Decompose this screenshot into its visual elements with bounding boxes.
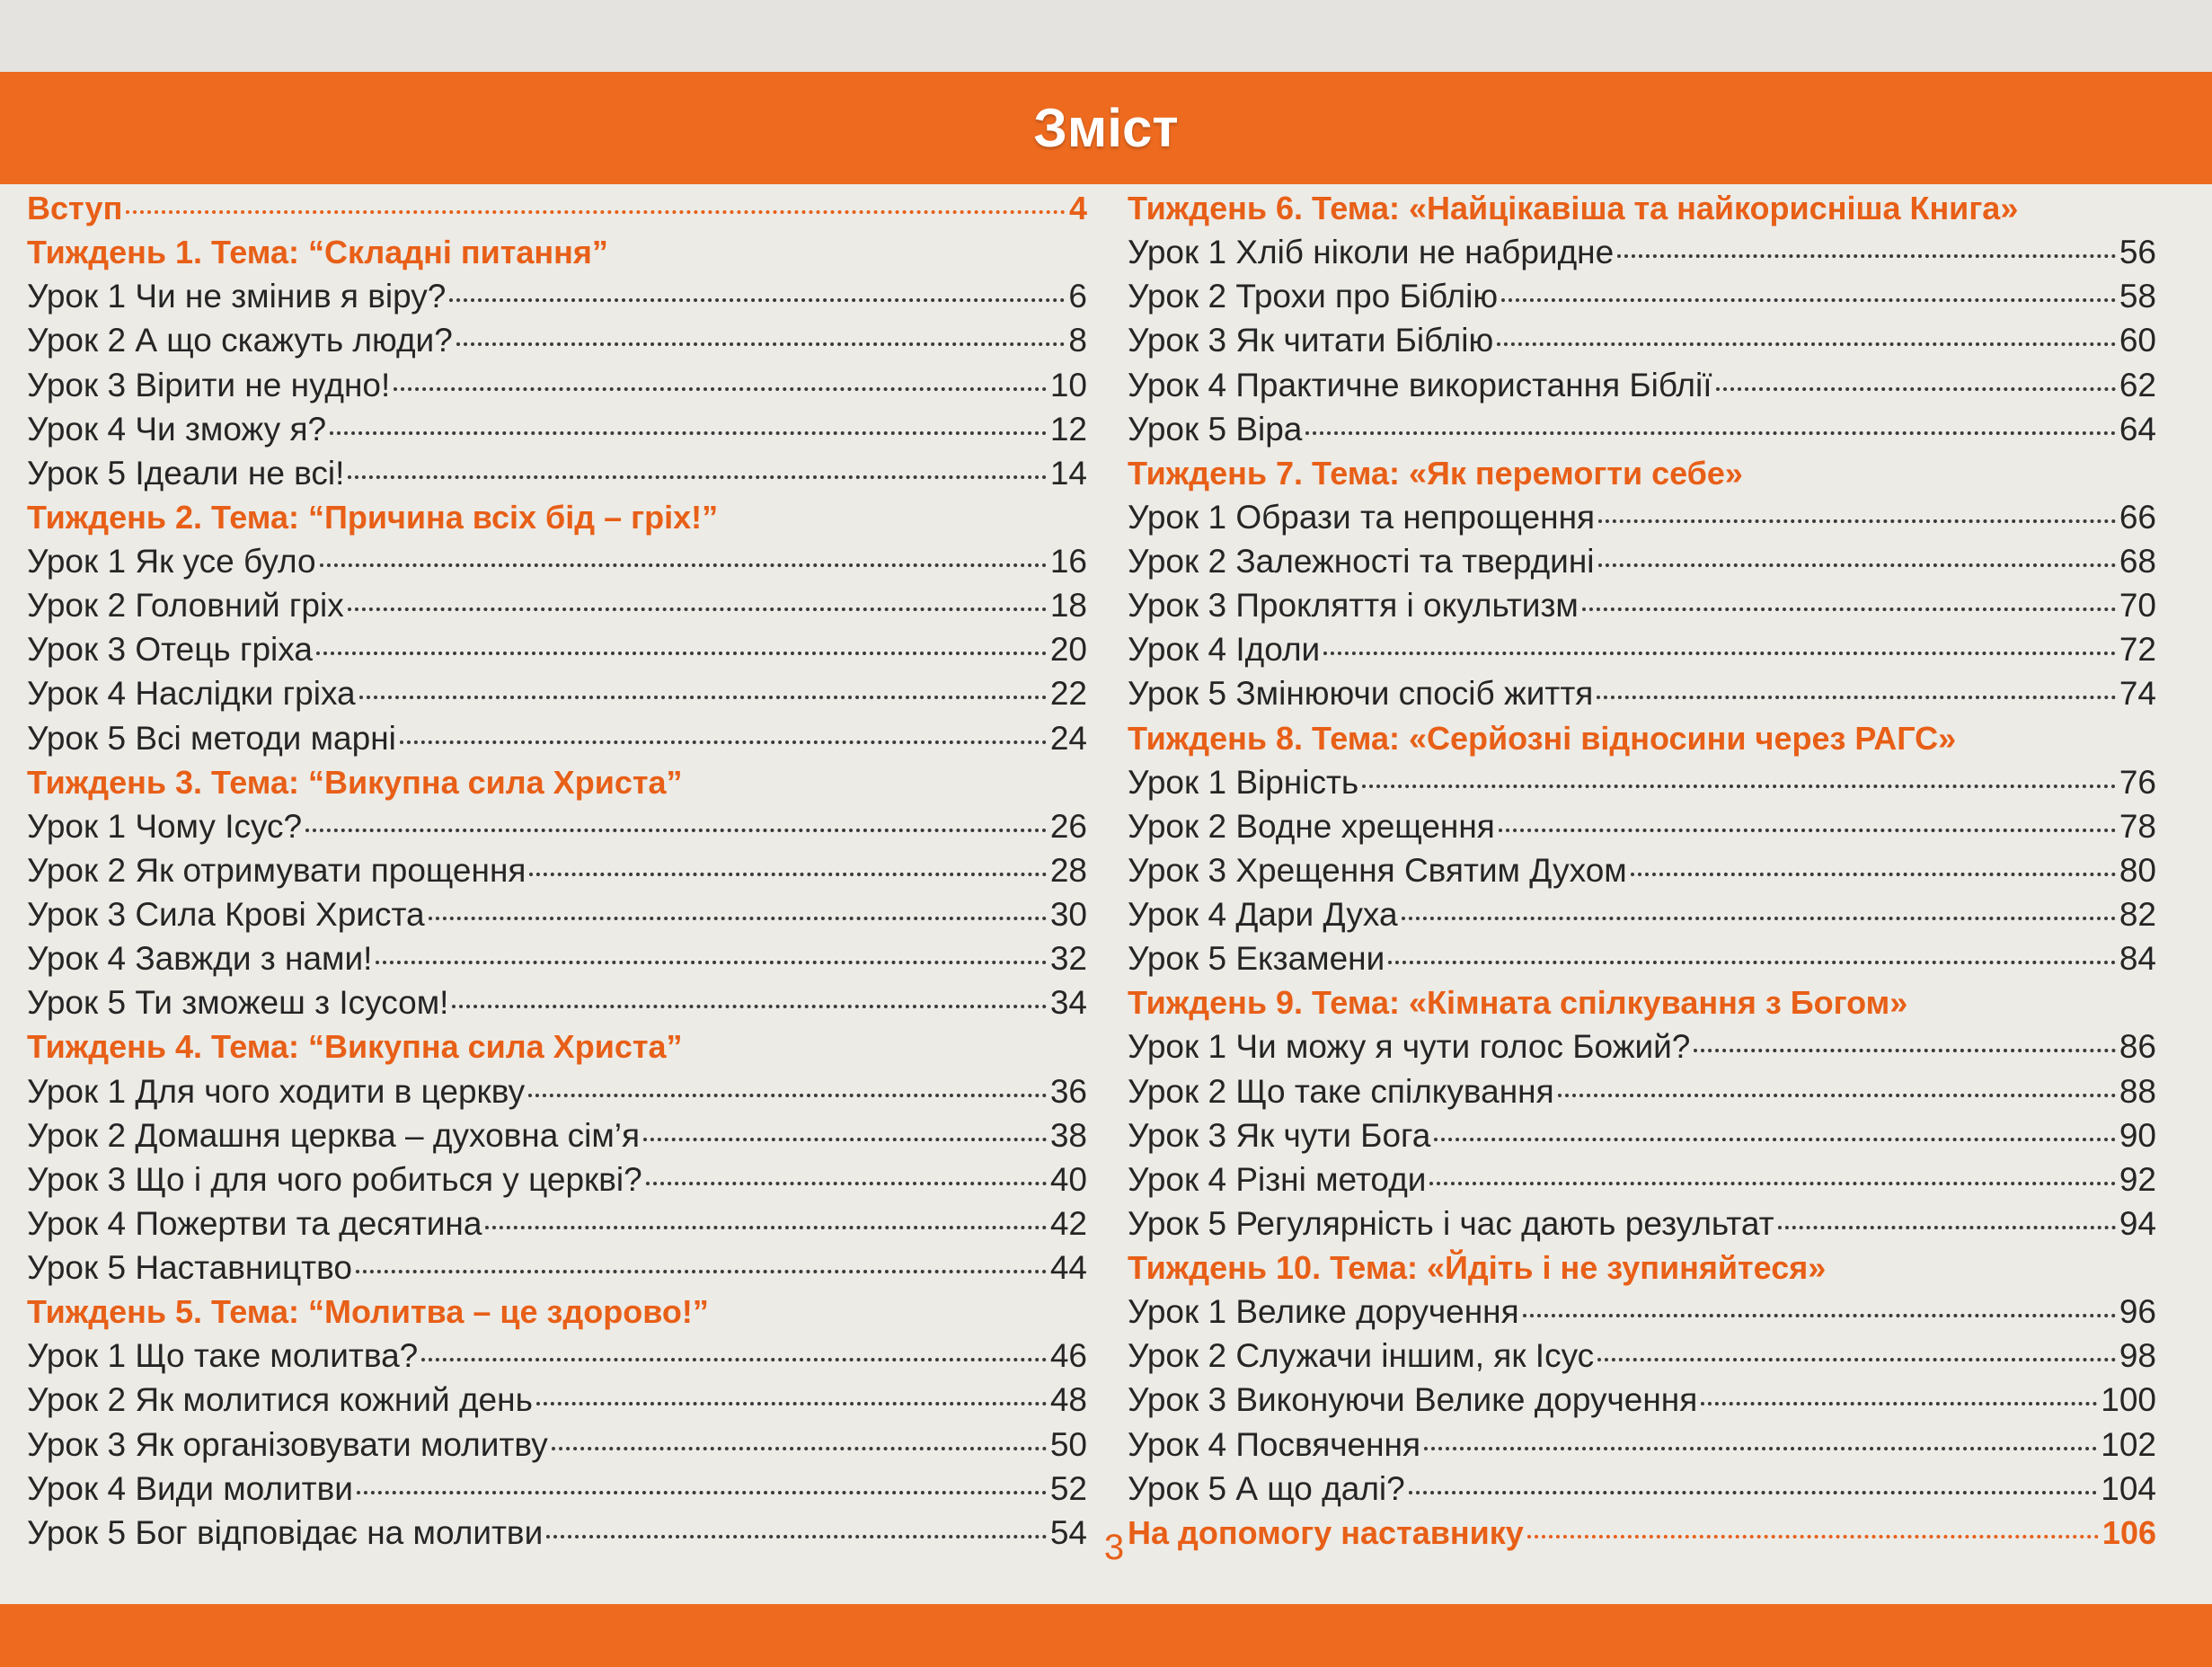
toc-label: Тиждень 5. Тема: “Молитва – це здорово!”	[27, 1293, 709, 1331]
toc-label: Урок 5 Віра	[1128, 410, 1303, 448]
toc-page-number: 68	[2119, 543, 2156, 580]
toc-label: Урок 5 Змінюючи спосіб життя	[1128, 675, 1594, 713]
toc-entry	[27, 1247, 1087, 1289]
toc-entry	[1128, 541, 2156, 582]
toc-label: Тиждень 8. Тема: «Серйозні відносини через РАГС»	[1128, 719, 1957, 757]
toc-entry	[27, 673, 1087, 714]
toc-label: Урок 3 Отець гріха	[27, 631, 313, 669]
toc-label: Урок 5 А що далі?	[1128, 1469, 1405, 1507]
toc-page-number: 28	[1049, 851, 1087, 889]
toc-entry	[1128, 1071, 2156, 1113]
toc-page-number: 50	[1049, 1425, 1087, 1463]
toc-entry	[1128, 276, 2156, 317]
toc-page-number: 36	[1049, 1072, 1087, 1110]
toc-page-number: 98	[2119, 1337, 2156, 1375]
dot-leader	[1388, 961, 2116, 964]
toc-page-number: 12	[1049, 410, 1087, 448]
toc-page-number: 102	[2101, 1425, 2156, 1463]
toc-page-number: 74	[2119, 675, 2156, 713]
dot-leader	[305, 829, 1047, 832]
toc-page-number: 4	[1068, 190, 1087, 226]
toc-page-number: 86	[2119, 1028, 2156, 1066]
toc-page-number: 64	[2119, 410, 2156, 448]
toc-page-number: 92	[2119, 1160, 2156, 1198]
dot-leader	[449, 298, 1065, 302]
toc-entry	[1128, 365, 2156, 406]
toc-page-number: 48	[1049, 1381, 1087, 1419]
toc-label: Урок 1 Для чого ходити в церкву	[27, 1072, 526, 1110]
toc-label: Урок 1 Чому Ісус?	[27, 807, 303, 845]
dot-leader	[1409, 1491, 2098, 1494]
dot-leader	[356, 1270, 1047, 1273]
toc-label: Урок 3 Як чути Бога	[1128, 1116, 1431, 1154]
dot-leader	[536, 1402, 1047, 1405]
toc-label: Тиждень 6. Тема: «Найцікавіша та найкорисніша Книга»	[1128, 190, 2019, 226]
dot-leader	[1716, 387, 2116, 391]
toc-page-number: 106	[2101, 1513, 2156, 1551]
toc-label: Урок 2 Як отримувати прощення	[27, 851, 526, 889]
toc-label: Урок 1 Що таке молитва?	[27, 1337, 419, 1375]
toc-page-number: 62	[2119, 366, 2156, 403]
toc-entry	[27, 1379, 1087, 1421]
toc-entry	[27, 982, 1087, 1024]
toc-page-number: 56	[2119, 234, 2156, 271]
toc-entry	[1128, 1335, 2156, 1377]
dot-leader	[126, 210, 1066, 214]
dot-leader	[320, 563, 1047, 567]
toc-label: Урок 3 Сила Крові Христа	[27, 896, 425, 933]
toc-page-number: 104	[2101, 1469, 2156, 1507]
toc-label: Урок 1 Чи не змінив я віру?	[27, 278, 447, 315]
toc-page-number: 10	[1049, 366, 1087, 403]
toc-label: Урок 5 Бог відповідає на молитви	[27, 1513, 544, 1551]
dot-leader	[456, 342, 1066, 346]
dot-leader	[528, 1094, 1047, 1097]
toc-page-number: 60	[2119, 322, 2156, 359]
toc-label: Урок 3 Що і для чого робиться у церкві?	[27, 1160, 642, 1198]
toc-page-number: 66	[2119, 498, 2156, 536]
toc-section-heading	[27, 497, 1087, 538]
toc-entry	[1128, 1379, 2156, 1421]
toc-label: Тиждень 9. Тема: «Кімната спілкування з Богом»	[1128, 984, 1908, 1022]
toc-entry	[1128, 497, 2156, 538]
toc-section-heading	[1128, 982, 2156, 1024]
toc-label: Урок 2 Водне хрещення	[1128, 807, 1495, 845]
toc-entry	[1128, 806, 2156, 847]
toc-label: Урок 3 Хрещення Святим Духом	[1128, 851, 1627, 889]
toc-label: Урок 5 Регулярність і час дають результат	[1128, 1204, 1774, 1242]
toc-page-number: 84	[2119, 940, 2156, 978]
dot-leader	[485, 1226, 1046, 1229]
dot-leader	[421, 1358, 1047, 1361]
footer-bar	[0, 1604, 2212, 1667]
page-number: 3	[1103, 1528, 1125, 1567]
dot-leader	[1499, 829, 2116, 832]
toc-entry	[27, 629, 1087, 670]
toc-label: Тиждень 10. Тема: «Йдіть і не зупиняйтеся»	[1128, 1249, 1827, 1286]
toc-page-number: 38	[1049, 1116, 1087, 1154]
toc-label: Урок 1 Чи можу я чути голос Божий?	[1128, 1028, 1691, 1066]
page-top-edge	[0, 0, 2212, 76]
toc-entry	[1128, 629, 2156, 670]
toc-page-number: 16	[1049, 543, 1087, 580]
toc-entry	[1128, 1026, 2156, 1068]
dot-leader	[1617, 254, 2116, 258]
toc-label: Урок 2 Головний гріх	[27, 587, 344, 625]
dot-leader	[316, 652, 1047, 655]
toc-page-number: 24	[1049, 719, 1087, 757]
dot-leader	[646, 1182, 1047, 1185]
toc-entry	[27, 938, 1087, 980]
toc-section-heading	[27, 188, 1087, 229]
toc-label: Урок 2 Трохи про Біблію	[1128, 278, 1499, 315]
toc-entry	[1128, 232, 2156, 273]
dot-leader	[552, 1447, 1047, 1450]
toc-entry	[27, 1115, 1087, 1157]
toc-entry	[27, 276, 1087, 317]
toc-page-number: 26	[1049, 807, 1087, 845]
toc-label: Урок 5 Наставництво	[27, 1249, 352, 1286]
toc-page-number: 70	[2119, 587, 2156, 625]
toc-page-number: 8	[1068, 322, 1087, 359]
toc-page-number: 20	[1049, 631, 1087, 669]
dot-leader	[394, 387, 1047, 391]
toc-entry	[1128, 1424, 2156, 1466]
toc-label: Урок 3 Виконуючи Велике доручення	[1128, 1381, 1698, 1419]
toc-section-heading	[1128, 453, 2156, 494]
dot-leader	[1305, 431, 2115, 435]
toc-label: Урок 4 Наслідки гріха	[27, 675, 356, 713]
toc-section-heading	[27, 1026, 1087, 1068]
toc-label: Урок 4 Завжди з нами!	[27, 940, 373, 978]
dot-leader	[357, 1491, 1047, 1494]
toc-page-number: 42	[1049, 1204, 1087, 1242]
dot-leader	[1597, 1358, 2116, 1361]
toc-entry	[27, 850, 1087, 891]
dot-leader	[1694, 1049, 2115, 1052]
dot-leader	[348, 607, 1047, 611]
toc-page-number: 76	[2119, 763, 2156, 801]
dot-leader	[1323, 652, 2116, 655]
toc-label: Урок 5 Екзамени	[1128, 940, 1385, 978]
toc-page-number: 6	[1068, 278, 1087, 315]
toc-page-number: 78	[2119, 807, 2156, 845]
toc-page-number: 22	[1049, 675, 1087, 713]
toc-label: Урок 5 Ти зможеш з Ісусом!	[27, 984, 449, 1022]
toc-entry	[27, 1335, 1087, 1377]
dot-leader	[1598, 563, 2116, 567]
toc-section-heading	[1128, 1247, 2156, 1289]
toc-section-heading	[1128, 188, 2156, 229]
toc-label: Урок 4 Пожертви та десятина	[27, 1204, 482, 1242]
toc-page-number: 14	[1049, 454, 1087, 492]
toc-entry	[27, 1468, 1087, 1510]
toc-entry	[27, 894, 1087, 935]
toc-label: Урок 4 Практичне використання Біблії	[1128, 366, 1712, 403]
toc-page-number: 46	[1049, 1337, 1087, 1375]
toc-entry	[1128, 850, 2156, 891]
toc-entry	[27, 1203, 1087, 1245]
toc-label: Урок 2 Служачи іншим, як Ісус	[1128, 1337, 1595, 1375]
toc-section-heading	[27, 232, 1087, 273]
toc-label: Урок 3 Як організовувати молитву	[27, 1425, 548, 1463]
toc-entry	[1128, 409, 2156, 450]
dot-leader	[1598, 519, 2116, 523]
toc-label: Урок 1 Хліб ніколи не набридне	[1128, 234, 1615, 271]
toc-entry	[27, 409, 1087, 450]
toc-page-number: 52	[1049, 1469, 1087, 1507]
toc-label: Урок 2 А що скажуть люди?	[27, 322, 453, 359]
dot-leader	[1597, 696, 2116, 699]
toc-page-number: 80	[2119, 851, 2156, 889]
dot-leader	[359, 696, 1047, 699]
toc-label: Урок 4 Чи зможу я?	[27, 410, 327, 448]
toc-page-number: 58	[2119, 278, 2156, 315]
toc-label: Урок 3 Як читати Біблію	[1128, 322, 1494, 359]
dot-leader	[1402, 917, 2116, 920]
dot-leader	[1778, 1226, 2116, 1229]
toc-entry	[27, 718, 1087, 759]
toc-label: Тиждень 2. Тема: “Причина всіх бід – гріх!”	[27, 498, 719, 536]
dot-leader	[330, 431, 1047, 435]
toc-page-number: 82	[2119, 896, 2156, 933]
dot-leader	[1429, 1182, 2115, 1185]
toc-page-number: 34	[1049, 984, 1087, 1022]
dot-leader	[1362, 785, 2116, 788]
toc-page-number: 54	[1049, 1513, 1087, 1551]
toc-page-number: 40	[1049, 1160, 1087, 1198]
toc-page-number: 72	[2119, 631, 2156, 669]
toc-entry	[1128, 1291, 2156, 1333]
toc-label: На допомогу наставнику	[1128, 1513, 1524, 1551]
toc-entry	[1128, 938, 2156, 980]
toc-section-heading	[27, 1291, 1087, 1333]
toc-entry	[27, 1424, 1087, 1466]
toc-page-number: 44	[1049, 1249, 1087, 1286]
toc-label: Урок 4 Види молитви	[27, 1469, 353, 1507]
toc-entry	[27, 541, 1087, 582]
dot-leader	[1631, 873, 2116, 876]
dot-leader	[1527, 1535, 2099, 1538]
dot-leader	[1558, 1094, 2116, 1097]
toc-entry	[27, 1159, 1087, 1201]
toc-entry	[27, 585, 1087, 626]
toc-label: Урок 2 Як молитися кожний день	[27, 1381, 533, 1419]
dot-leader	[1501, 298, 2116, 302]
toc-label: Тиждень 7. Тема: «Як перемогти себе»	[1128, 454, 1743, 492]
dot-leader	[348, 475, 1046, 479]
toc-page-number: 90	[2119, 1116, 2156, 1154]
dot-leader	[429, 917, 1047, 920]
toc-entry	[27, 365, 1087, 406]
dot-leader	[1701, 1402, 2097, 1405]
toc-entry	[27, 806, 1087, 847]
toc-label: Урок 4 Різні методи	[1128, 1160, 1427, 1198]
toc-page-number: 96	[2119, 1293, 2156, 1331]
toc-page-number: 18	[1049, 587, 1087, 625]
toc-entry	[1128, 320, 2156, 361]
dot-leader	[400, 740, 1047, 744]
toc-section-heading	[1128, 718, 2156, 759]
toc-label: Тиждень 3. Тема: “Викупна сила Христа”	[27, 763, 683, 801]
dot-leader	[1497, 342, 2116, 346]
toc-entry	[1128, 585, 2156, 626]
dot-leader	[452, 1005, 1046, 1008]
toc-page-number: 30	[1049, 896, 1087, 933]
toc-left-column	[27, 184, 1087, 1554]
toc-label: Урок 4 Посвячення	[1128, 1425, 1421, 1463]
dot-leader	[1582, 607, 2116, 611]
toc-label: Тиждень 4. Тема: “Викупна сила Христа”	[27, 1028, 683, 1066]
page-title: Зміст	[1033, 98, 1179, 158]
toc-label: Урок 1 Вірність	[1128, 763, 1359, 801]
toc-entry	[27, 453, 1087, 494]
dot-leader	[643, 1138, 1047, 1141]
toc-label: Урок 1 Як усе було	[27, 543, 316, 580]
toc-entry	[1128, 1203, 2156, 1245]
toc-entry	[1128, 673, 2156, 714]
toc-entry	[1128, 1159, 2156, 1201]
toc-entry	[27, 320, 1087, 361]
toc-label: Урок 1 Образи та непрощення	[1128, 498, 1596, 536]
toc-entry	[1128, 762, 2156, 803]
toc-section-heading	[1128, 1512, 2156, 1554]
toc-label: Урок 3 Вірити не нудно!	[27, 366, 391, 403]
toc-entry	[27, 1512, 1087, 1554]
dot-leader	[1424, 1447, 2097, 1450]
toc-label: Урок 5 Ідеали не всі!	[27, 454, 345, 492]
dot-leader	[1434, 1138, 2116, 1141]
toc-label: Урок 1 Велике доручення	[1128, 1293, 1519, 1331]
toc-right-column	[1128, 184, 2156, 1554]
dot-leader	[376, 961, 1046, 964]
toc-page-number: 94	[2119, 1204, 2156, 1242]
toc-entry	[1128, 894, 2156, 935]
dot-leader	[546, 1535, 1047, 1538]
toc-section-heading	[27, 762, 1087, 803]
toc-label: Урок 3 Прокляття і окультизм	[1128, 587, 1579, 625]
toc-page-number: 32	[1049, 940, 1087, 978]
toc-label: Тиждень 1. Тема: “Складні питання”	[27, 234, 608, 271]
dot-leader	[529, 873, 1046, 876]
toc-label: Урок 4 Ідоли	[1128, 631, 1321, 669]
toc-label: Вступ	[27, 190, 123, 226]
toc-label: Урок 2 Домашня церква – духовна сім’я	[27, 1116, 641, 1154]
toc-entry	[1128, 1115, 2156, 1157]
toc-page-number: 100	[2101, 1381, 2156, 1419]
toc-entry	[1128, 1468, 2156, 1510]
toc-label: Урок 4 Дари Духа	[1128, 896, 1398, 933]
toc-label: Урок 2 Що таке спілкування	[1128, 1072, 1554, 1110]
toc-page-number: 88	[2119, 1072, 2156, 1110]
dot-leader	[1523, 1314, 2116, 1317]
toc-label: Урок 5 Всі методи марні	[27, 719, 396, 757]
toc-entry	[27, 1071, 1087, 1113]
toc-label: Урок 2 Залежності та твердині	[1128, 543, 1595, 580]
